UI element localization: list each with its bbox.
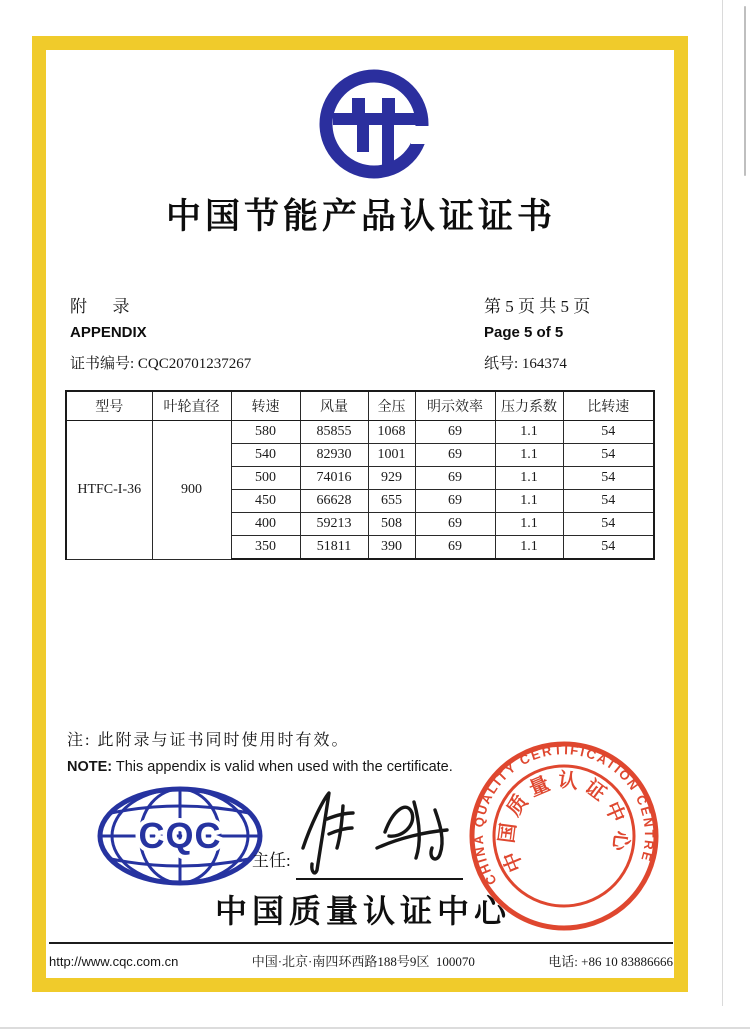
table-cell: 54 xyxy=(563,513,654,536)
director-label: 主任: xyxy=(252,851,295,870)
note-en xyxy=(67,759,453,775)
table-cell: 54 xyxy=(563,444,654,467)
appendix-label-en: APPENDIX xyxy=(70,324,147,341)
table-header-cell: 压力系数 xyxy=(495,391,563,421)
signature-line xyxy=(296,878,463,880)
footer xyxy=(49,951,673,970)
scan-edge-bottom xyxy=(0,1027,750,1029)
table-cell: 580 xyxy=(231,421,300,444)
table-cell: 59213 xyxy=(300,513,368,536)
impeller-diameter-cell: 900 xyxy=(152,421,231,560)
table-header-cell: 明示效率 xyxy=(415,391,495,421)
table-header-cell: 风量 xyxy=(300,391,368,421)
table-cell: 54 xyxy=(563,490,654,513)
table-cell: 51811 xyxy=(300,536,368,560)
table-cell: 85855 xyxy=(300,421,368,444)
certificate-title: 中国节能产品认证证书 xyxy=(165,197,556,236)
seal-inner-text: 中国质量认证中心 xyxy=(496,769,633,875)
table-cell: 1.1 xyxy=(495,513,563,536)
note-cn: 注: 此附录与证书同时使用时有效。 xyxy=(67,732,350,749)
table-header-row xyxy=(66,391,654,421)
table-cell: 500 xyxy=(231,467,300,490)
table-cell: 1.1 xyxy=(495,421,563,444)
table-cell: 390 xyxy=(368,536,415,560)
model-cell: HTFC-I-36 xyxy=(66,421,152,560)
table-cell: 450 xyxy=(231,490,300,513)
paper-number: 纸号: 164374 xyxy=(484,356,567,372)
table-cell: 54 xyxy=(563,421,654,444)
footer-address: 中国·北京·南四环西路188号9区 100070 xyxy=(251,954,475,969)
table-cell: 1.1 xyxy=(495,490,563,513)
table-cell: 69 xyxy=(415,490,495,513)
table-cell: 66628 xyxy=(300,490,368,513)
table-header-cell: 转速 xyxy=(231,391,300,421)
table-cell: 400 xyxy=(231,513,300,536)
table-cell: 1068 xyxy=(368,421,415,444)
table-cell: 69 xyxy=(415,444,495,467)
validity-note xyxy=(67,727,453,775)
table-cell: 1.1 xyxy=(495,536,563,560)
table-cell: 655 xyxy=(368,490,415,513)
scan-edge-corner xyxy=(744,6,746,176)
table-cell: 929 xyxy=(368,467,415,490)
table-row xyxy=(66,421,654,444)
table-cell: 69 xyxy=(415,467,495,490)
footer-phone: 电话: +86 10 83886666 xyxy=(548,954,673,969)
certificate-number: 证书编号: CQC20701237267 xyxy=(70,356,252,372)
cqc-globe-logo-icon xyxy=(94,785,266,888)
energy-conservation-logo-icon xyxy=(318,68,430,180)
footer-divider xyxy=(49,942,673,944)
fan-table-body xyxy=(66,421,654,560)
cqc-logo-letters: CQC xyxy=(138,815,222,856)
appendix-header-left xyxy=(70,292,251,373)
table-cell: 69 xyxy=(415,513,495,536)
table-cell: 74016 xyxy=(300,467,368,490)
table-header-cell: 全压 xyxy=(368,391,415,421)
scan-edge-right xyxy=(722,0,723,1006)
seal-outer-text: CHINA QUALITY CERTIFICATION CENTRE xyxy=(470,742,657,888)
note-en-text: This appendix is valid when used with the certificate. xyxy=(112,759,453,775)
fan-performance-table xyxy=(65,390,655,560)
table-cell: 69 xyxy=(415,536,495,560)
table-cell: 82930 xyxy=(300,444,368,467)
table-cell: 54 xyxy=(563,536,654,560)
note-en-label: NOTE: xyxy=(67,759,113,775)
footer-url: http://www.cqc.com.cn xyxy=(49,954,179,969)
table-cell: 508 xyxy=(368,513,415,536)
table-cell: 69 xyxy=(415,421,495,444)
page-indicator-cn: 第 5 页 共 5 页 xyxy=(484,297,591,316)
appendix-header-right xyxy=(484,292,590,373)
table-cell: 1.1 xyxy=(495,467,563,490)
table-cell: 54 xyxy=(563,467,654,490)
table-cell: 540 xyxy=(231,444,300,467)
table-cell: 1001 xyxy=(368,444,415,467)
table-header-cell: 型号 xyxy=(66,391,152,421)
table-header-cell: 比转速 xyxy=(563,391,654,421)
director-signature xyxy=(293,786,471,878)
table-cell: 1.1 xyxy=(495,444,563,467)
organization-name: 中国质量认证中心 xyxy=(214,893,511,929)
table-cell: 350 xyxy=(231,536,300,560)
table-header-cell: 叶轮直径 xyxy=(152,391,231,421)
page-indicator-en: Page 5 of 5 xyxy=(484,324,564,341)
appendix-label-cn: 附 录 xyxy=(70,297,130,316)
